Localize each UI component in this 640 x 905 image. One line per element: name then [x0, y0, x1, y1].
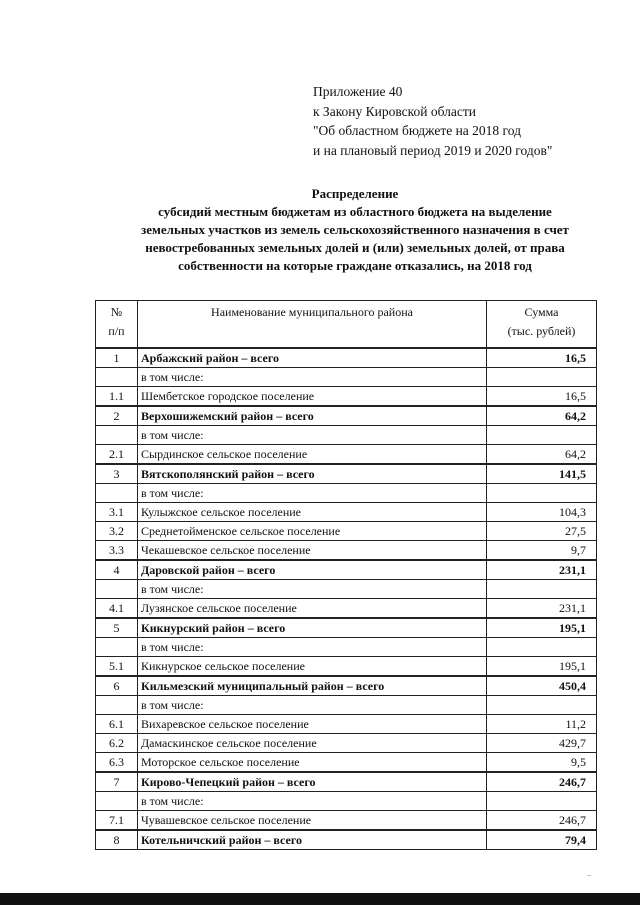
table-row [96, 753, 597, 773]
row-amount: 231,1 [487, 560, 597, 580]
row-name: Моторское сельское поселение [138, 753, 487, 773]
appendix-line: "Об областном бюджете на 2018 год [313, 123, 521, 138]
row-name: в том числе: [138, 426, 487, 445]
row-name: в том числе: [138, 792, 487, 811]
table-row [96, 657, 597, 677]
row-name: Кикнурское сельское поселение [138, 657, 487, 677]
row-number [96, 426, 138, 445]
row-amount: 16,5 [487, 387, 597, 407]
table-row [96, 522, 597, 541]
row-number: 3.3 [96, 541, 138, 561]
row-amount: 16,5 [487, 348, 597, 368]
row-name: Кулыжское сельское поселение [138, 503, 487, 522]
row-number: 3 [96, 464, 138, 484]
row-number: 3.2 [96, 522, 138, 541]
row-number: 2 [96, 406, 138, 426]
row-number: 6.1 [96, 715, 138, 734]
row-name: Сырдинское сельское поселение [138, 445, 487, 465]
row-number: 4.1 [96, 599, 138, 619]
row-amount: 246,7 [487, 811, 597, 831]
row-number: 1 [96, 348, 138, 368]
table-row [96, 541, 597, 561]
row-amount: 450,4 [487, 676, 597, 696]
table-row [96, 348, 597, 368]
row-name: Среднетойменское сельское поселение [138, 522, 487, 541]
row-amount: 79,4 [487, 830, 597, 850]
row-name: Кикнурский район – всего [138, 618, 487, 638]
row-number [96, 368, 138, 387]
row-amount: 231,1 [487, 599, 597, 619]
header-name-text: Наименование муниципального района [211, 305, 413, 319]
table-row [96, 560, 597, 580]
row-number [96, 580, 138, 599]
table-row [96, 387, 597, 407]
row-amount [487, 638, 597, 657]
row-amount: 429,7 [487, 734, 597, 753]
row-number [96, 484, 138, 503]
appendix-line: и на плановый период 2019 и 2020 годов" [313, 142, 553, 158]
table-row [96, 811, 597, 831]
table-row [96, 503, 597, 522]
table-row [96, 464, 597, 484]
row-amount: 64,2 [487, 406, 597, 426]
row-amount: 9,7 [487, 541, 597, 561]
table-row [96, 484, 597, 503]
table-row [96, 638, 597, 657]
row-amount [487, 484, 597, 503]
row-name: Шембетское городское поселение [138, 387, 487, 407]
row-name: в том числе: [138, 638, 487, 657]
table-row [96, 580, 597, 599]
appendix-line: Приложение 40 [313, 84, 403, 99]
document-heading [60, 185, 640, 275]
row-amount: 195,1 [487, 618, 597, 638]
row-number [96, 696, 138, 715]
table-header-row [96, 301, 597, 349]
row-amount: 64,2 [487, 445, 597, 465]
row-amount [487, 792, 597, 811]
row-amount: 11,2 [487, 715, 597, 734]
row-amount [487, 368, 597, 387]
row-name: Кирово-Чепецкий район – всего [138, 772, 487, 792]
row-amount: 104,3 [487, 503, 597, 522]
table-row [96, 368, 597, 387]
row-number: 6.3 [96, 753, 138, 773]
header-number [96, 301, 138, 349]
heading-line: собственности на которые граждане отказались, на 2018 год [178, 258, 532, 273]
row-number: 7.1 [96, 811, 138, 831]
row-number: 4 [96, 560, 138, 580]
row-amount: 195,1 [487, 657, 597, 677]
table-row [96, 406, 597, 426]
row-number: 3.1 [96, 503, 138, 522]
row-number: 7 [96, 772, 138, 792]
table-row [96, 715, 597, 734]
row-name: Вихаревское сельское поселение [138, 715, 487, 734]
table-row [96, 599, 597, 619]
row-amount [487, 580, 597, 599]
heading-line: субсидий местным бюджетам из областного бюджета на выделение [158, 204, 552, 219]
scan-bottom-edge [0, 893, 640, 905]
row-name: Котельничский район – всего [138, 830, 487, 850]
table-row [96, 676, 597, 696]
row-name: Верхошижемский район – всего [138, 406, 487, 426]
row-number: 5 [96, 618, 138, 638]
row-name: Вятскополянский район – всего [138, 464, 487, 484]
row-number: 5.1 [96, 657, 138, 677]
row-amount [487, 696, 597, 715]
table-row [96, 618, 597, 638]
row-name: в том числе: [138, 484, 487, 503]
subsidy-table [95, 300, 597, 850]
table-row [96, 426, 597, 445]
table-row [96, 445, 597, 465]
row-name: Арбажский район – всего [138, 348, 487, 368]
row-name: в том числе: [138, 580, 487, 599]
table-body [96, 348, 597, 850]
row-name: Чекашевское сельское поселение [138, 541, 487, 561]
row-name: Даровской район – всего [138, 560, 487, 580]
row-amount: 141,5 [487, 464, 597, 484]
row-name: Лузянское сельское поселение [138, 599, 487, 619]
table-row [96, 772, 597, 792]
table-row [96, 830, 597, 850]
heading-line: земельных участков из земель сельскохозяйственного назначения в счет [141, 222, 569, 237]
appendix-block [313, 82, 552, 160]
row-name: в том числе: [138, 696, 487, 715]
row-number: 6.2 [96, 734, 138, 753]
row-name: Чувашевское сельское поселение [138, 811, 487, 831]
table-row [96, 734, 597, 753]
header-district-name [138, 301, 487, 349]
row-name: в том числе: [138, 368, 487, 387]
header-sum-text: Сумма (тыс. рублей) [507, 305, 576, 338]
heading-line: Распределение [311, 186, 399, 201]
row-number [96, 638, 138, 657]
row-number: 2.1 [96, 445, 138, 465]
header-sum [487, 301, 597, 349]
row-amount [487, 426, 597, 445]
appendix-line: к Закону Кировской области [313, 103, 477, 119]
row-name: Кильмезский муниципальный район – всего [138, 676, 487, 696]
header-number-text: № п/п [108, 305, 125, 338]
table-row [96, 696, 597, 715]
table-row [96, 792, 597, 811]
row-number [96, 792, 138, 811]
row-name: Дамаскинское сельское поселение [138, 734, 487, 753]
row-number: 6 [96, 676, 138, 696]
row-amount: 27,5 [487, 522, 597, 541]
heading-line: невостребованных земельных долей и (или) земельных долей, от права [145, 240, 565, 255]
corner-mark: – [587, 870, 591, 879]
row-number: 8 [96, 830, 138, 850]
row-amount: 9,5 [487, 753, 597, 773]
row-amount: 246,7 [487, 772, 597, 792]
row-number: 1.1 [96, 387, 138, 407]
